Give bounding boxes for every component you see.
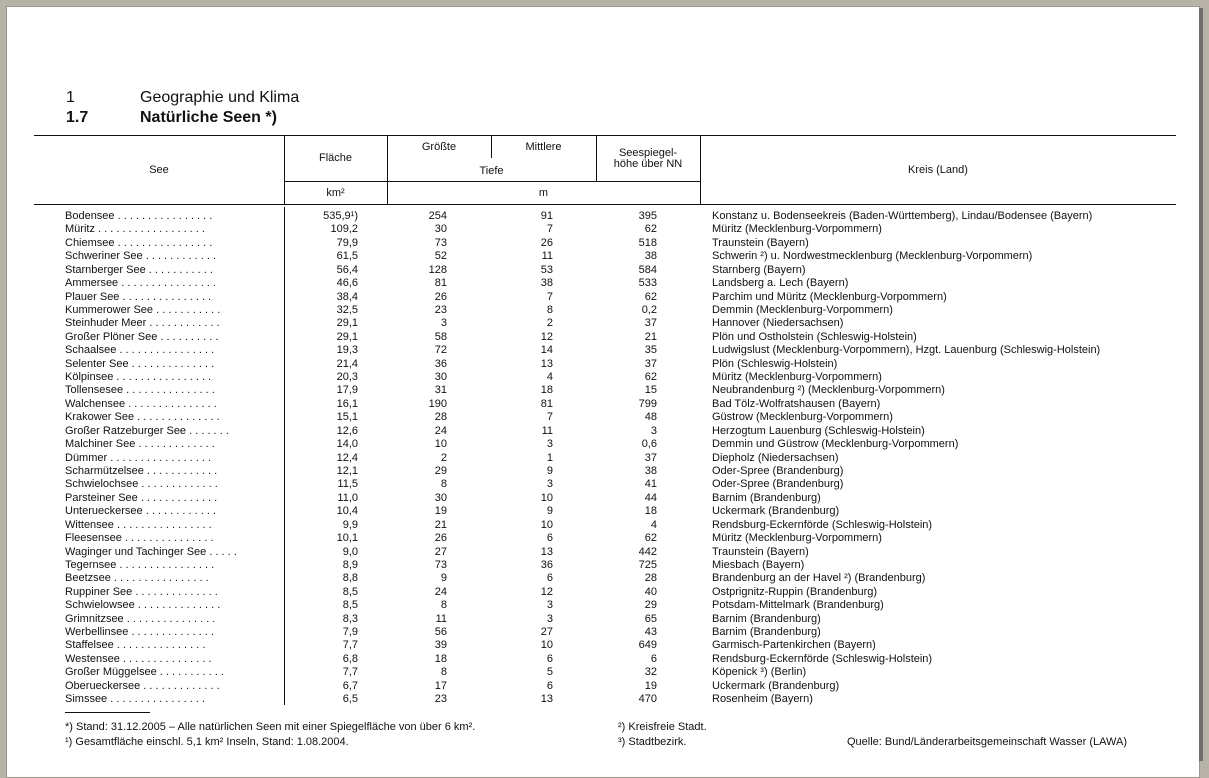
lake-mean-depth: 4 [546,371,553,384]
unit-km2: km² [326,187,345,199]
lake-level: 0,6 [641,438,657,451]
lake-max-depth: 31 [434,384,447,397]
lake-name: Simssee . . . . . . . . . . . . . . . . [65,693,205,706]
lake-name: Scharmützelsee . . . . . . . . . . . . [65,464,218,477]
lake-name: Staffelsee . . . . . . . . . . . . . . . [65,639,206,652]
lake-max-depth: 19 [434,505,447,518]
lake-mean-depth: 13 [540,545,553,558]
table-row [7,586,1199,599]
lake-area: 17,9 [336,384,358,397]
lake-level: 41 [644,478,657,491]
lake-name: Kummerower See . . . . . . . . . . . [65,303,221,316]
lake-area: 8,5 [342,599,358,612]
table-row [7,317,1199,330]
table-row [7,613,1199,626]
lake-area: 7,7 [342,666,358,679]
lake-district: Konstanz u. Bodenseekreis (Baden-Württemberg), Lindau/Bodensee (Bayern) [712,210,1093,222]
lake-mean-depth: 6 [546,679,553,692]
lake-level: 19 [644,679,657,692]
lake-level: 649 [638,639,657,652]
lake-area: 535,9¹) [323,210,358,222]
lake-district: Diepholz (Niedersachsen) [712,451,839,464]
lake-level: 62 [644,223,657,236]
lake-district: Landsberg a. Lech (Bayern) [712,277,849,290]
lake-max-depth: 30 [434,223,447,236]
lake-district: Köpenick ³) (Berlin) [712,666,807,679]
lake-district: Güstrow (Mecklenburg-Vorpommern) [712,411,893,424]
lake-mean-depth: 26 [540,236,553,249]
lake-level: 584 [638,263,657,276]
lake-name: Großer Ratzeburger See . . . . . . . [65,424,229,437]
lake-mean-depth: 91 [540,210,553,222]
lake-mean-depth: 9 [546,464,553,477]
section-number: 1.7 [66,109,89,126]
table-row [7,478,1199,491]
table-row [7,250,1199,263]
lake-area: 9,9 [342,518,358,531]
lake-level: 15 [644,384,657,397]
lake-max-depth: 52 [434,250,447,263]
lake-district: Traunstein (Bayern) [712,545,809,558]
lake-mean-depth: 6 [546,652,553,665]
lake-area: 19,3 [336,344,358,357]
lake-max-depth: 24 [434,585,447,598]
lake-name: Steinhuder Meer . . . . . . . . . . . . [65,317,220,330]
lake-district: Müritz (Mecklenburg-Vorpommern) [712,223,882,236]
lake-level: 6 [650,652,657,665]
lake-district: Herzogtum Lauenburg (Schleswig-Holstein) [712,424,925,437]
lake-name: Walchensee . . . . . . . . . . . . . . . [65,397,217,410]
table-row [7,546,1199,559]
lake-district: Uckermark (Brandenburg) [712,505,840,518]
lake-district: Rosenheim (Bayern) [712,693,813,706]
table-row [7,532,1199,545]
lake-level: 32 [644,666,657,679]
lake-level: 44 [644,491,657,504]
chapter-number: 1 [66,89,75,106]
lake-max-depth: 27 [434,545,447,558]
lake-mean-depth: 53 [540,263,553,276]
lake-area: 12,4 [336,451,358,464]
table-top-rule [34,135,1176,136]
lake-max-depth: 8 [440,478,447,491]
lake-area: 20,3 [336,371,358,384]
lake-max-depth: 30 [434,491,447,504]
lake-area: 29,1 [336,317,358,330]
lake-name: Wittensee . . . . . . . . . . . . . . . . [65,518,212,531]
table-row [7,398,1199,411]
table-row [7,599,1199,612]
lake-name: Chiemsee . . . . . . . . . . . . . . . . [65,236,213,249]
unit-m: m [538,187,549,199]
lake-name: Westensee . . . . . . . . . . . . . . . [65,652,212,665]
lake-mean-depth: 18 [540,384,553,397]
lake-mean-depth: 12 [540,330,553,343]
lake-area: 7,7 [342,639,358,652]
table-row [7,425,1199,438]
lake-area: 6,8 [342,652,358,665]
lake-mean-depth: 10 [540,639,553,652]
table-header-rule [34,204,1176,205]
table-row [7,572,1199,585]
lake-mean-depth: 3 [546,478,553,491]
lake-level: 43 [644,626,657,639]
table-row [7,344,1199,357]
lake-level: 38 [644,464,657,477]
lake-mean-depth: 6 [546,572,553,585]
lake-name: Waginger und Tachinger See . . . . . [65,545,237,558]
lake-mean-depth: 2 [546,317,553,330]
lake-district: Uckermark (Brandenburg) [712,679,840,692]
lake-max-depth: 73 [434,236,447,249]
lake-mean-depth: 9 [546,505,553,518]
lake-max-depth: 21 [434,518,447,531]
lake-district: Schwerin ²) u. Nordwestmecklenburg (Mecklenburg-Vorpommern) [712,250,1033,263]
lake-area: 12,1 [336,464,358,477]
lake-max-depth: 30 [434,371,447,384]
table-row [7,680,1199,693]
lake-max-depth: 254 [428,210,447,222]
lake-max-depth: 39 [434,639,447,652]
table-row [7,452,1199,465]
lake-mean-depth: 3 [546,599,553,612]
lake-level: 799 [638,397,657,410]
lake-district: Bad Tölz-Wolfratshausen (Bayern) [712,397,881,410]
header-kreis: Kreis (Land) [908,164,968,176]
lake-name: Grimnitzsee . . . . . . . . . . . . . . . [65,612,216,625]
lake-area: 6,7 [342,679,358,692]
table-row [7,264,1199,277]
footnote-three: ³) Stadtbezirk. [618,736,687,748]
lake-level: 65 [644,612,657,625]
lake-name: Müritz . . . . . . . . . . . . . . . . . . [65,223,205,236]
lake-max-depth: 36 [434,357,447,370]
lake-name: Tollensesee . . . . . . . . . . . . . . . [65,384,215,397]
lake-name: Bodensee . . . . . . . . . . . . . . . . [65,210,213,222]
table-row [7,331,1199,344]
lake-area: 11,5 [337,478,358,491]
lake-level: 18 [644,505,657,518]
lake-name: Ammersee . . . . . . . . . . . . . . . . [65,277,216,290]
lake-max-depth: 2 [440,451,447,464]
lake-area: 6,5 [342,693,358,706]
lake-name: Selenter See . . . . . . . . . . . . . . [65,357,215,370]
lake-district: Potsdam-Mittelmark (Brandenburg) [712,599,884,612]
lake-area: 56,4 [336,263,358,276]
lake-level: 3 [650,424,657,437]
lake-district: Rendsburg-Eckernförde (Schleswig-Holstein) [712,652,933,665]
lake-area: 8,8 [342,572,358,585]
lake-name: Großer Müggelsee . . . . . . . . . . . [65,666,224,679]
lake-name: Krakower See . . . . . . . . . . . . . . [65,411,220,424]
document-page [6,6,1200,778]
lake-max-depth: 8 [440,599,447,612]
lake-district: Neubrandenburg ²) (Mecklenburg-Vorpommern) [712,384,945,397]
lake-mean-depth: 1 [546,451,553,464]
lake-district: Barnim (Brandenburg) [712,626,821,639]
lake-district: Oder-Spree (Brandenburg) [712,478,844,491]
header-see: See [149,164,169,176]
lake-name: Starnberger See . . . . . . . . . . . [65,263,213,276]
lake-area: 10,4 [336,505,358,518]
lake-name: Fleesensee . . . . . . . . . . . . . . . [65,532,214,545]
lake-max-depth: 56 [434,626,447,639]
lake-name: Malchiner See . . . . . . . . . . . . . [65,438,215,451]
lake-district: Ludwigslust (Mecklenburg-Vorpommern), Hzgt. Lauenburg (Schleswig-Holstein) [712,344,1101,357]
chapter-heading [66,89,299,107]
table-row [7,465,1199,478]
lake-max-depth: 10 [434,438,447,451]
header-groesste: Größte [421,141,457,153]
table-row [7,411,1199,424]
lake-area: 21,4 [336,357,358,370]
lake-district: Plön (Schleswig-Holstein) [712,357,838,370]
lake-area: 8,5 [342,585,358,598]
table-row [7,384,1199,397]
lake-name: Großer Plöner See . . . . . . . . . . [65,330,219,343]
lake-mean-depth: 38 [540,277,553,290]
lake-mean-depth: 10 [540,518,553,531]
lake-area: 29,1 [336,330,358,343]
table-row [7,304,1199,317]
lake-mean-depth: 5 [546,666,553,679]
lake-district: Traunstein (Bayern) [712,236,809,249]
lake-level: 40 [644,585,657,598]
table-row [7,639,1199,652]
lake-mean-depth: 27 [540,626,553,639]
lake-name: Werbellinsee . . . . . . . . . . . . . . [65,626,214,639]
table-row [7,626,1199,639]
lake-name: Schwielochsee . . . . . . . . . . . . . [65,478,218,491]
lake-name: Ruppiner See . . . . . . . . . . . . . . [65,585,218,598]
lake-mean-depth: 3 [546,438,553,451]
table-row [7,210,1199,223]
lake-area: 32,5 [336,303,358,316]
lake-level: 38 [644,250,657,263]
lake-district: Rendsburg-Eckernförde (Schleswig-Holstein) [712,518,933,531]
lake-max-depth: 3 [440,317,447,330]
lake-level: 29 [644,599,657,612]
lake-district: Ostprignitz-Ruppin (Brandenburg) [712,585,878,598]
lake-level: 48 [644,411,657,424]
lake-name: Plauer See . . . . . . . . . . . . . . . [65,290,212,303]
table-row [7,237,1199,250]
lake-name: Schwielowsee . . . . . . . . . . . . . . [65,599,221,612]
lake-district: Hannover (Niedersachsen) [712,317,844,330]
lake-mean-depth: 8 [546,303,553,316]
lake-max-depth: 8 [440,666,447,679]
table-row [7,519,1199,532]
lake-area: 7,9 [342,626,358,639]
lake-max-depth: 73 [434,558,447,571]
table-row [7,223,1199,236]
lake-district: Demmin (Mecklenburg-Vorpommern) [712,303,893,316]
lake-area: 10,1 [336,532,358,545]
lake-level: 37 [644,317,657,330]
header-tiefe: Tiefe [479,165,504,177]
lake-mean-depth: 7 [546,411,553,424]
lake-mean-depth: 13 [540,357,553,370]
lake-name: Beetzsee . . . . . . . . . . . . . . . . [65,572,209,585]
table-row [7,438,1199,451]
chapter-title: Geographie und Klima [140,89,300,106]
lake-level: 395 [638,210,657,222]
lake-max-depth: 190 [428,397,447,410]
lake-mean-depth: 6 [546,532,553,545]
header-seespiegel-1: Seespiegel- [618,147,678,159]
lake-area: 14,0 [336,438,358,451]
section-title: Natürliche Seen *) [140,109,277,126]
lake-area: 8,9 [342,558,358,571]
lake-name: Tegernsee . . . . . . . . . . . . . . . . [65,558,215,571]
footnote-two: ²) Kreisfreie Stadt. [618,721,707,733]
lake-mean-depth: 10 [540,491,553,504]
lake-name: Dümmer . . . . . . . . . . . . . . . . . [65,451,212,464]
table-row [7,291,1199,304]
lake-mean-depth: 13 [540,693,553,706]
lake-area: 46,6 [336,277,358,290]
lake-district: Starnberg (Bayern) [712,263,806,276]
header-mittlere: Mittlere [525,141,562,153]
lake-level: 35 [644,344,657,357]
lake-district: Parchim und Müritz (Mecklenburg-Vorpommern) [712,290,947,303]
lake-district: Barnim (Brandenburg) [712,491,821,504]
lake-level: 0,2 [641,303,657,316]
lake-level: 470 [638,693,657,706]
table-row [7,371,1199,384]
footnote-star: *) Stand: 31.12.2005 – Alle natürlichen Seen mit einer Spiegelfläche von über 6 km². [65,721,476,733]
lake-mean-depth: 7 [546,223,553,236]
lake-area: 79,9 [336,236,358,249]
lake-area: 109,2 [330,223,358,236]
header-seespiegel-2: höhe über NN [613,158,683,170]
lake-level: 28 [644,572,657,585]
lake-mean-depth: 81 [540,397,553,410]
lake-mean-depth: 36 [540,558,553,571]
footnote-one: ¹) Gesamtfläche einschl. 5,1 km² Inseln, Stand: 1.08.2004. [65,736,349,748]
lake-max-depth: 28 [434,411,447,424]
lake-max-depth: 29 [434,464,447,477]
header-flaeche: Fläche [318,152,353,164]
table-row [7,358,1199,371]
table-row [7,277,1199,290]
lake-level: 533 [638,277,657,290]
lake-mean-depth: 14 [540,344,553,357]
lake-level: 518 [638,236,657,249]
lake-max-depth: 72 [434,344,447,357]
lake-district: Demmin und Güstrow (Mecklenburg-Vorpommern) [712,438,959,451]
lake-level: 62 [644,532,657,545]
page-shadow [1199,8,1203,761]
lake-mean-depth: 11 [541,250,553,263]
lake-district: Müritz (Mecklenburg-Vorpommern) [712,371,882,384]
source-note: Quelle: Bund/Länderarbeitsgemeinschaft Wasser (LAWA) [847,736,1128,748]
table-row [7,666,1199,679]
lake-max-depth: 128 [428,263,447,276]
table-row [7,653,1199,666]
lake-max-depth: 24 [434,424,447,437]
lake-area: 16,1 [336,397,358,410]
lake-name: Kölpinsee . . . . . . . . . . . . . . . . [65,371,212,384]
lake-max-depth: 23 [434,693,447,706]
section-heading [66,109,277,127]
lake-area: 38,4 [336,290,358,303]
lake-max-depth: 58 [434,330,447,343]
table-row [7,492,1199,505]
lake-name: Oberueckersee . . . . . . . . . . . . . [65,679,220,692]
table-row [7,693,1199,706]
lake-area: 12,6 [336,424,358,437]
lake-name: Unterueckersee . . . . . . . . . . . . [65,505,216,518]
lake-level: 37 [644,357,657,370]
lake-area: 11,0 [337,491,358,504]
lake-level: 4 [650,518,657,531]
unit-row-rule [284,181,700,182]
lake-level: 62 [644,371,657,384]
lake-name: Schaalsee . . . . . . . . . . . . . . . . [65,344,215,357]
lake-level: 21 [644,330,657,343]
lake-max-depth: 17 [434,679,447,692]
lake-area: 61,5 [336,250,358,263]
lake-district: Plön und Ostholstein (Schleswig-Holstein) [712,330,917,343]
lake-mean-depth: 7 [546,290,553,303]
lake-district: Müritz (Mecklenburg-Vorpommern) [712,532,882,545]
lake-district: Oder-Spree (Brandenburg) [712,464,844,477]
lake-mean-depth: 11 [541,424,553,437]
lake-district: Brandenburg an der Havel ²) (Brandenburg) [712,572,926,585]
footnote-rule [65,712,150,713]
lake-area: 9,0 [342,545,358,558]
table-row [7,505,1199,518]
lake-max-depth: 9 [440,572,447,585]
lake-level: 442 [638,545,657,558]
lake-max-depth: 23 [434,303,447,316]
lake-name: Parsteiner See . . . . . . . . . . . . . [65,491,218,504]
lake-district: Garmisch-Partenkirchen (Bayern) [712,639,876,652]
lake-max-depth: 81 [434,277,447,290]
lake-mean-depth: 12 [540,585,553,598]
lake-max-depth: 18 [434,652,447,665]
lake-district: Barnim (Brandenburg) [712,612,821,625]
lake-max-depth: 11 [435,612,447,625]
lake-level: 725 [638,558,657,571]
lake-max-depth: 26 [434,532,447,545]
table-row [7,559,1199,572]
lake-district: Miesbach (Bayern) [712,558,805,571]
lake-mean-depth: 3 [546,612,553,625]
lake-area: 8,3 [342,612,358,625]
lake-level: 37 [644,451,657,464]
lake-name: Schweriner See . . . . . . . . . . . . [65,250,216,263]
lake-max-depth: 26 [434,290,447,303]
lake-area: 15,1 [336,411,358,424]
lake-level: 62 [644,290,657,303]
